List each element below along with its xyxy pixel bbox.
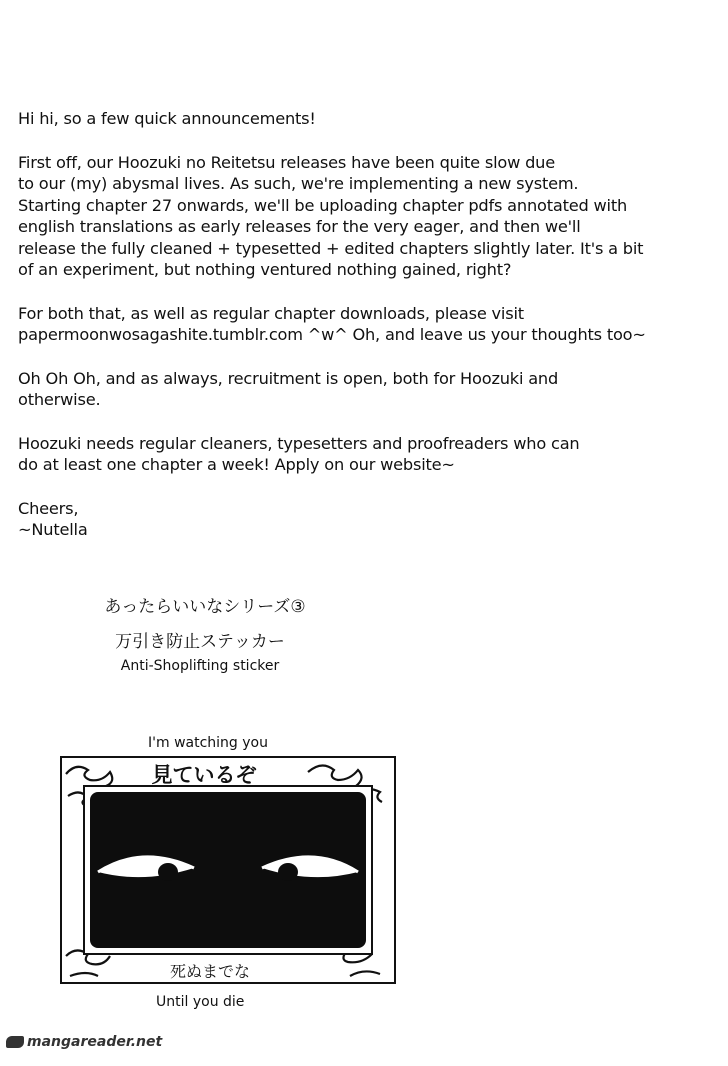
- caption-top-en: I'm watching you: [148, 735, 268, 751]
- manga-logo-icon: [6, 1036, 24, 1048]
- sticker-title-jp: 万引き防止ステッカー: [115, 632, 285, 652]
- paragraph-positions: Hoozuki needs regular cleaners, typesetters and proofreaders who can do at least one chapter a week! Apply on our website~: [18, 433, 580, 474]
- sticker-bottom-jp: 死ぬまでな: [169, 962, 251, 981]
- watermark: [6, 1034, 162, 1050]
- signoff: Cheers, ~Nutella: [18, 498, 88, 539]
- translator-note: [18, 108, 718, 563]
- paragraph-website: For both that, as well as regular chapter downloads, please visit papermoonwosagashite.tumblr.com ^w^ Oh, and leave us your thoughts too~: [18, 303, 646, 344]
- caption-bottom-en: Until you die: [156, 994, 245, 1010]
- paragraph-recruitment: Oh Oh Oh, and as always, recruitment is open, both for Hoozuki and otherwise.: [18, 368, 559, 409]
- watermark-text: mangareader.net: [27, 1034, 163, 1050]
- greeting: Hi hi, so a few quick announcements!: [18, 109, 316, 128]
- paragraph-release-news: First off, our Hoozuki no Reitetsu releases have been quite slow due to our (my) abysmal lives. As such, we're implementing a new system. Starting chapter 27 onwards, we'll be uploading chapter pdfs annotated with english translations as early releases for the very eager, and then we'll release the fully cleaned + typesetted + edited chapters slightly later. It's a bit of an experiment, but nothing ventured nothing gained, right?: [18, 152, 644, 279]
- series-title-jp: あったらいいなシリーズ③: [104, 597, 306, 617]
- sticker-title-en: Anti-Shoplifting sticker: [120, 658, 280, 674]
- sticker-top-jp: 見ているぞ: [151, 763, 257, 787]
- sticker-annotation: [0, 592, 400, 674]
- sticker-illustration: [60, 756, 396, 984]
